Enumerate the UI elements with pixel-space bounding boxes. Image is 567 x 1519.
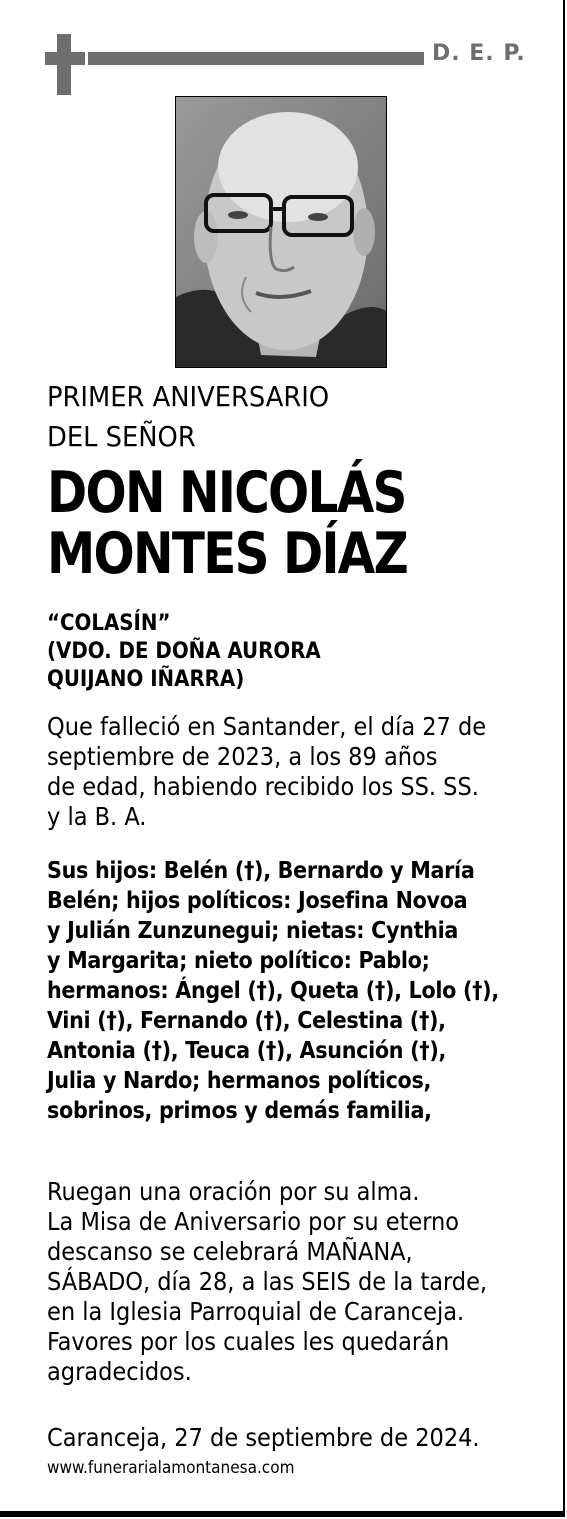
family-line: Vini (†), Fernando (†), Celestina (†), [47,1008,446,1034]
portrait-photo [175,96,387,368]
dep-label: D. E. P. [432,41,526,66]
name-line: DON NICOLÁS [47,460,406,526]
mass-announcement [47,1177,487,1387]
family-list [47,856,499,1126]
alias-line: “COLASÍN” [47,611,171,636]
notice-line: de edad, habiendo recibido los SS. SS. [47,772,479,801]
family-line: y Margarita; nieto político: Pablo; [47,948,430,974]
family-line: Antonia (†), Teuca (†), Asunción (†), [47,1038,447,1064]
mass-line: descanso se celebrará MAÑANA, [47,1237,413,1266]
name-line: MONTES DÍAZ [47,521,408,587]
notice-line: y la B. A. [47,802,147,831]
family-line: Belén; hijos políticos: Josefina Novoa [47,888,468,914]
alias-line: (VDO. DE DOÑA AURORA [47,639,321,664]
notice-line: Que falleció en Santander, el día 27 de [47,712,487,741]
family-line: Sus hijos: Belén (†), Bernardo y María [47,858,475,884]
alias-line: QUIJANO IÑARRA) [47,667,245,692]
mass-line: Favores por los cuales les quedarán [47,1327,450,1356]
place-date: Caranceja, 27 de septiembre de 2024. [47,1423,480,1452]
funeral-home-website[interactable]: www.funerarialamontanesa.com [47,1458,295,1478]
family-line: sobrinos, primos y demás familia, [47,1098,432,1124]
mass-line: en la Iglesia Parroquial de Caranceja. [47,1297,465,1326]
mass-line: SÁBADO, día 28, a las SEIS de la tarde, [47,1267,488,1296]
header-rule [88,52,424,65]
notice-line: septiembre de 2023, a los 89 años [47,742,438,771]
anniversary-line: DEL SEÑOR [47,420,196,453]
death-notice [47,712,486,832]
deceased-name [47,460,408,587]
anniversary-line: PRIMER ANIVERSARIO [47,380,330,413]
family-line: Julia y Nardo; hermanos políticos, [47,1068,432,1094]
anniversary-heading [47,377,329,457]
alias-block [47,610,321,694]
mass-line: La Misa de Aniversario por su eterno [47,1207,460,1236]
family-line: hermanos: Ángel (†), Queta (†), Lolo (†), [47,978,499,1004]
mass-line: agradecidos. [47,1357,192,1386]
family-line: y Julián Zunzunegui; nietas: Cynthia [47,918,459,944]
cross-icon-bar [45,52,85,65]
mass-line: Ruegan una oración por su alma. [47,1177,420,1206]
